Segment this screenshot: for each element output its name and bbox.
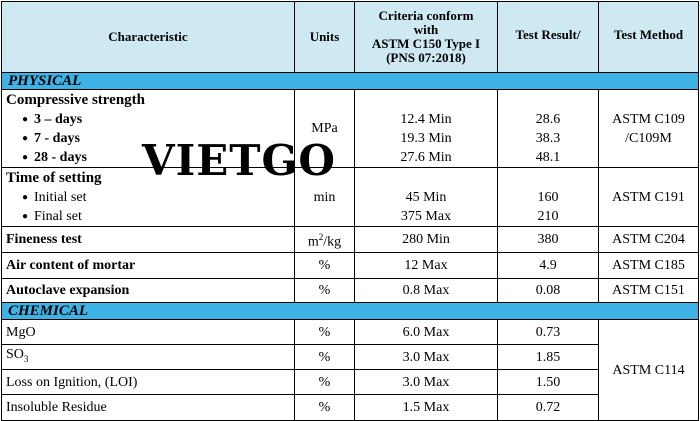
header-characteristic: Characteristic [2,2,295,73]
compressive-strength-cell [2,90,295,168]
so3-result: 1.85 [498,345,599,370]
table-row-compressive-strength [2,90,699,168]
unit-base: m [307,234,319,250]
method-line: ASTM C109 [612,111,685,127]
table-row-autoclave [2,279,699,303]
setting-title: Time of setting [6,169,102,186]
air-unit: % [295,253,355,279]
mgo-criteria: 6.0 Max [355,320,498,345]
header-test-method: Test Method [599,2,699,73]
result-value: 160 [537,189,559,205]
insoluble-unit: % [295,395,355,421]
criteria-value: 12.4 Min [400,111,452,127]
header-criteria-line: with [413,22,439,37]
table-row-time-of-setting [2,168,699,227]
method-line: /C109M [625,130,672,146]
mgo-label: MgO [2,320,295,345]
fineness-unit [295,227,355,253]
compressive-age-label: ● 7 - days [6,129,290,148]
loi-criteria: 3.0 Max [355,370,498,395]
mgo-result: 0.73 [498,320,599,345]
section-chemical [2,303,699,320]
so3-label [2,345,295,370]
fineness-label: Fineness test [2,227,295,253]
result-value: 28.6 [535,111,561,127]
autoclave-method: ASTM C151 [599,279,699,303]
setting-criteria [355,168,498,227]
table-row-so3 [2,345,699,370]
loi-label: Loss on Ignition, (LOI) [2,370,295,395]
section-label-chemical: CHEMICAL [2,303,699,320]
header-units: Units [295,2,355,73]
table-row-air-content [2,253,699,279]
header-criteria [355,2,498,73]
insoluble-label: Insoluble Residue [2,395,295,421]
air-result: 4.9 [498,253,599,279]
compressive-results [498,90,599,168]
air-method: ASTM C185 [599,253,699,279]
section-label-physical: PHYSICAL [2,73,699,90]
header-criteria-line: ASTM C150 Type I [371,36,481,51]
result-value: 38.3 [535,130,561,146]
table-row-mgo [2,320,699,345]
setting-label: ● Initial set [6,188,290,207]
insoluble-result: 0.72 [498,395,599,421]
fineness-result: 380 [498,227,599,253]
autoclave-unit: % [295,279,355,303]
specification-table [1,1,699,421]
compressive-unit: MPa [295,90,355,168]
table-row-loi [2,370,699,395]
setting-unit: min [295,168,355,227]
header-test-result: Test Result/ [498,2,599,73]
header-criteria-line: (PNS 07:2018) [386,50,466,65]
compressive-criteria [355,90,498,168]
setting-method: ASTM C191 [599,168,699,227]
table-row-insoluble [2,395,699,421]
result-value: 48.1 [535,149,561,165]
chemical-method: ASTM C114 [599,320,699,421]
loi-result: 1.50 [498,370,599,395]
criteria-value: 375 Max [400,208,452,224]
so3-criteria: 3.0 Max [355,345,498,370]
setting-cell [2,168,295,227]
criteria-value: 45 Min [405,189,447,205]
vietgo-watermark: VIETGO [142,136,336,185]
criteria-value: 19.3 Min [400,130,452,146]
compressive-strength-title: Compressive strength [6,91,146,108]
fineness-method: ASTM C204 [599,227,699,253]
air-criteria: 12 Max [355,253,498,279]
compressive-method [599,90,699,168]
table-row-fineness [2,227,699,253]
header-row [2,2,699,73]
mgo-unit: % [295,320,355,345]
setting-results [498,168,599,227]
so3-unit: % [295,345,355,370]
compressive-age-label: ● 3 – days [6,110,290,129]
loi-unit: % [295,370,355,395]
section-physical [2,73,699,90]
unit-tail: /kg [323,234,342,250]
autoclave-label: Autoclave expansion [2,279,295,303]
so3-subscript: 3 [23,353,29,364]
insoluble-criteria: 1.5 Max [355,395,498,421]
compressive-age-label: ● 28 - days [6,148,290,167]
result-value: 210 [537,208,559,224]
air-label: Air content of mortar [2,253,295,279]
so3-base: SO [6,347,24,363]
autoclave-result: 0.08 [498,279,599,303]
header-criteria-line: Criteria conform [378,8,474,23]
criteria-value: 27.6 Min [400,149,452,165]
fineness-criteria: 280 Min [355,227,498,253]
autoclave-criteria: 0.8 Max [355,279,498,303]
unit-superscript: 2 [318,231,324,242]
setting-label: ● Final set [6,207,290,226]
